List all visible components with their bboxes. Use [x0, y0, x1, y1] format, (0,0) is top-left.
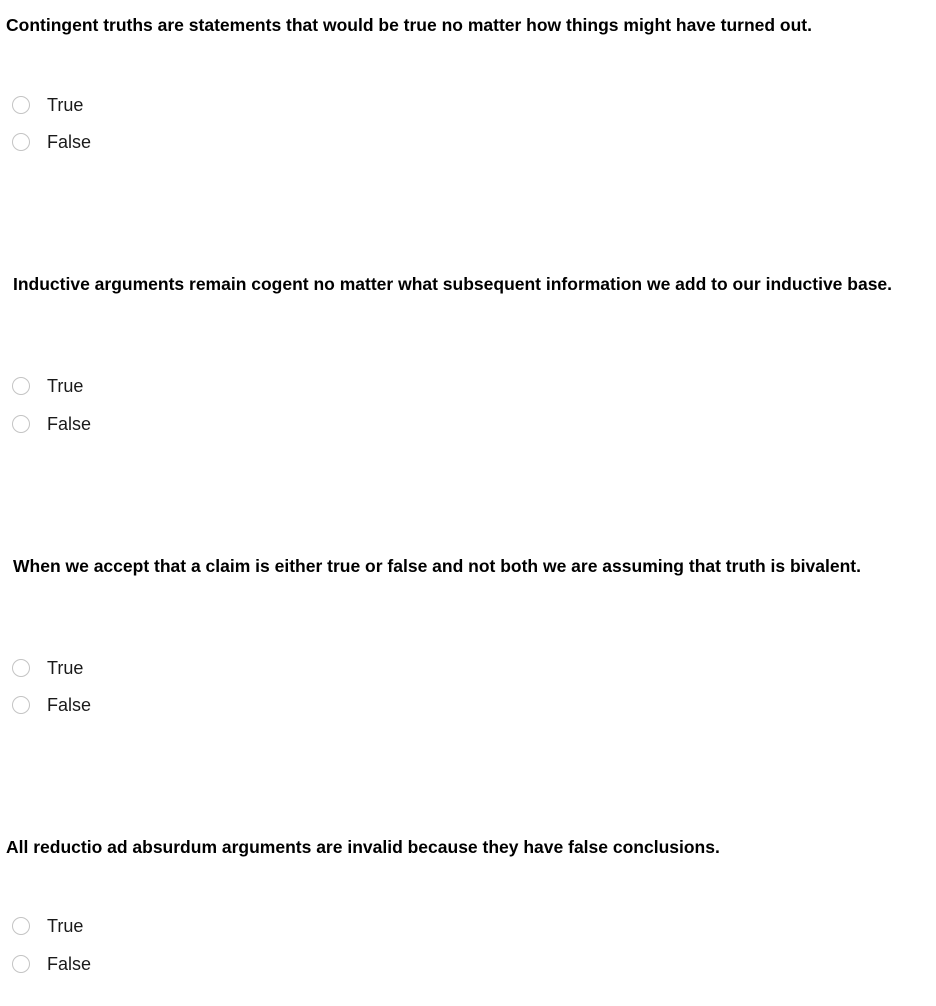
- option-false[interactable]: [12, 953, 91, 975]
- option-label: True: [47, 95, 84, 115]
- question-text: Contingent truths are statements that would be true no matter how things might have turned out.: [6, 15, 812, 35]
- option-true[interactable]: [12, 915, 83, 937]
- option-label: True: [47, 376, 84, 396]
- option-true[interactable]: [12, 657, 83, 679]
- option-label: False: [47, 414, 92, 434]
- option-label: False: [47, 954, 92, 974]
- radio-button[interactable]: [12, 377, 30, 395]
- radio-button[interactable]: [12, 696, 30, 714]
- option-false[interactable]: [12, 694, 91, 716]
- radio-button[interactable]: [12, 133, 30, 151]
- option-label: True: [47, 658, 84, 678]
- option-true[interactable]: [12, 94, 83, 116]
- question-text: When we accept that a claim is either true or false and not both we are assuming that truth is bivalent.: [13, 556, 861, 576]
- radio-button[interactable]: [12, 955, 30, 973]
- radio-button[interactable]: [12, 917, 30, 935]
- option-false[interactable]: [12, 413, 91, 435]
- option-label: False: [47, 132, 92, 152]
- radio-button[interactable]: [12, 96, 30, 114]
- radio-button[interactable]: [12, 415, 30, 433]
- option-label: True: [47, 916, 84, 936]
- option-true[interactable]: [12, 375, 83, 397]
- option-label: False: [47, 695, 92, 715]
- question-text: All reductio ad absurdum arguments are invalid because they have false conclusions.: [6, 837, 720, 857]
- option-false[interactable]: [12, 131, 91, 153]
- question-text: Inductive arguments remain cogent no matter what subsequent information we add to our inductive base.: [13, 274, 893, 294]
- radio-button[interactable]: [12, 659, 30, 677]
